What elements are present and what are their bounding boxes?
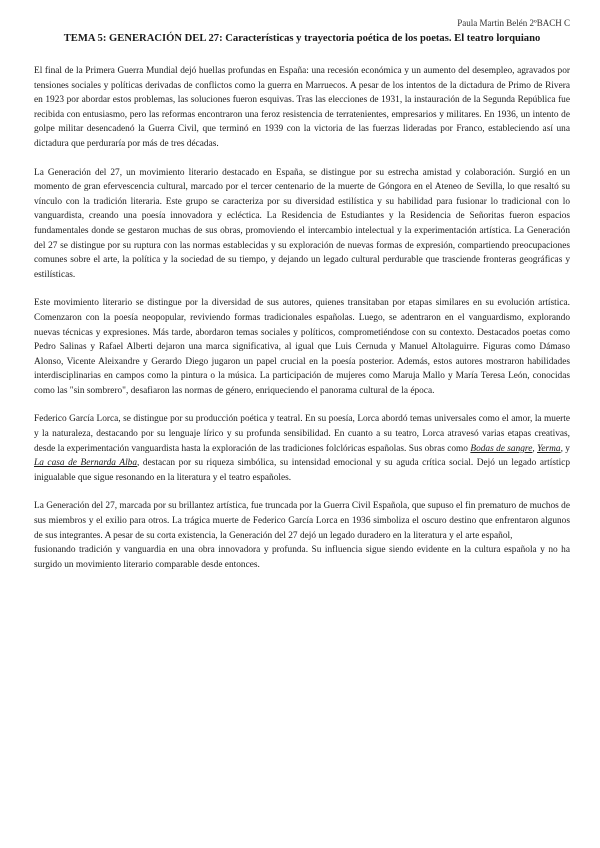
conclusion-text-part-1: La Generación del 27, marcada por su brillantez artística, fue truncada por la Guerra Civil Española, que supuso el fin prematuro de muchos de sus miembros y el exilio para otros. La trágica muerte de Federico García Lorca en 1936 simboliza el oscuro destino que enfrentaron algunos de sus integrantes. A pesar de su corta existencia, la Generación del 27 dejó un legado duradero en la literatura y el arte español, <box>34 501 570 541</box>
lorca-outro-text: , destacan por su riqueza simbólica, su intensidad emocional y su aguda crítica social. Dejó un legado artísticp inigualable que sigue resonando en la literatura y el teatro españoles. <box>34 458 570 483</box>
document-page <box>34 18 570 572</box>
work-separator: , <box>532 443 538 454</box>
paragraph-generation-overview: La Generación del 27, un movimiento literario destacado en España, se distingue por su estrecha amistad y colaboración. Surgió en un momento de gran efervescencia cultural, marcado por el tercer centenario de la muerte de Góngora en el Ateneo de Sevilla, lo que resaltó su vínculo con la tradición literaria. Este grupo se caracteriza por su diversidad estilística y su habilidad para fusionar lo tradicional con lo vanguardista, creando una poesía innovadora y ecléctica. La Residencia de Estudiantes y la Residencia de Señoritas fueron espacios fundamentales donde se gestaron muchas de sus obras, promoviendo el intercambio intelectual y la experimentación artística. La Generación del 27 se distingue por su ruptura con las normas establecidas y su exploración de nuevas formas de expresión, compartiendo preocupaciones comunes sobre el arte, la política y la sociedad de su tiempo, y dejando un legado cultural perdurable que trasciende fronteras geográficas y estilísticas. <box>34 167 570 280</box>
work-title-bodas-de-sangre: Bodas de sangre <box>470 443 533 454</box>
author-note: Paula Martin Belén 2ºBACH C <box>457 18 570 28</box>
paragraph-historical-context: El final de la Primera Guerra Mundial dejó huellas profundas en España: una recesión económica y un aumento del desempleo, agravados por tensiones sociales y políticas derivadas de conflictos como la guerra en Marruecos. A pesar de los intentos de la dictadura de Primo de Rivera en 1923 por abordar estos problemas, las soluciones fueron esquivas. Tras las elecciones de 1931, la instauración de la Segunda República fue recibida con entusiasmo, pero las reformas encontraron una feroz resistencia de terratenientes, empresarios y militares. En 1936, un intento de golpe militar desencadenó la Guerra Civil, que terminó en 1939 con la victoria de las fuerzas lideradas por Franco, estableciendo así una dictadura que perduraría por más de tres décadas. <box>34 66 570 149</box>
paragraph-conclusion <box>34 499 570 572</box>
conclusion-text-part-2: fusionando tradición y vanguardia en una obra innovadora y profunda. Su influencia sigue siendo evidente en la cultura española y no ha surgido un movimiento literario comparable desde entonces. <box>34 545 570 570</box>
lorca-intro-text: Federico García Lorca, se distingue por su producción poética y teatral. En su poesía, Lorca abordó temas universales como el amor, la muerte y la naturaleza, destacando por su lenguaje lírico y su profunda sensibilidad. En cuanto a su teatro, Lorca atravesó varias etapas creativas, desde la experimentación vanguardista hasta la exploración de las tradiciones folclóricas españolas. Sus obras como <box>34 414 570 454</box>
work-title-la-casa-de-bernarda-alba: La casa de Bernarda Alba <box>34 458 138 469</box>
paragraph-authors-stages: Este movimiento literario se distingue por la diversidad de sus autores, quienes transitaban por etapas similares en su evolución artística. Comenzaron con la poesía neopopular, reviviendo formas tradicionales españolas. Luego, se adentraron en el vanguardismo, explorando nuevas técnicas y expresiones. Más tarde, abordaron temas sociales y políticos, comprometiéndose con su contexto. Destacados poetas como Pedro Salinas y Rafael Alberti dejaron una marca significativa, al igual que Luis Cernuda y Manuel Altolaguirre. Figuras como Dámaso Alonso, Vicente Aleixandre y Gerardo Diego jugaron un papel crucial en la poesía posterior. Además, estos autores mostraron habilidades interdisciplinarias en campos como la pintura o la música. La participación de mujeres como Maruja Mallo y María Teresa León, conocidas como las "sin sombrero", desafiaron las normas de género, enriqueciendo el panorama cultural de la época. <box>34 298 570 396</box>
work-separator: , y <box>560 443 570 454</box>
document-title: TEMA 5: GENERACIÓN DEL 27: Características y trayectoria poética de los poetas. El teatro lorquiano <box>63 33 541 44</box>
paragraph-lorca <box>34 412 570 485</box>
work-title-yerma: Yerma <box>537 443 561 454</box>
